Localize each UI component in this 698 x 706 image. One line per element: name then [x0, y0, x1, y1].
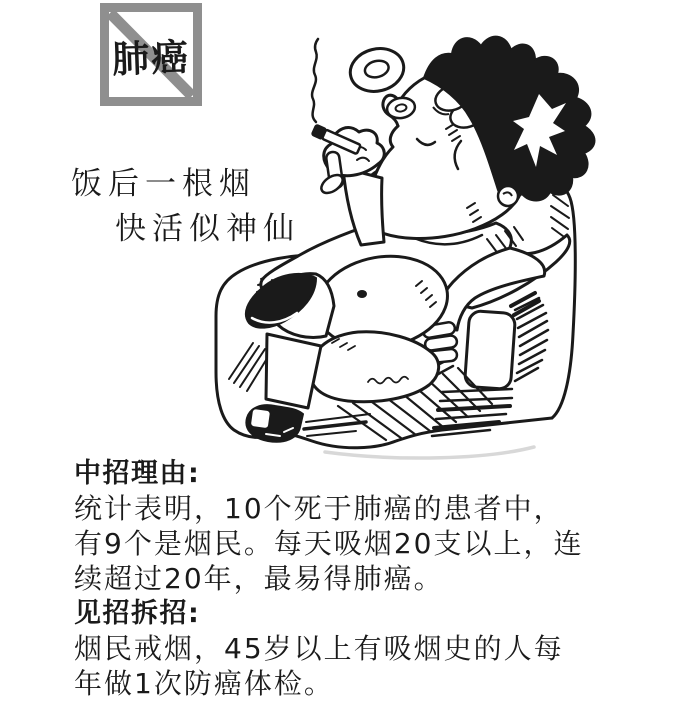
smoking-man-illustration — [120, 10, 690, 460]
reason-line-1: 统计表明，10个死于肺癌的患者中， — [74, 492, 564, 525]
reason-line-3: 续超过20年，最易得肺癌。 — [74, 562, 444, 595]
slogan-line-1: 饭后一根烟 — [71, 166, 256, 202]
reason-line-2: 有9个是烟民。每天吸烟20支以上，连 — [74, 527, 584, 560]
seat-cushion — [464, 310, 515, 389]
solution-line-2: 年做1次防癌体检。 — [74, 667, 334, 700]
smoke-rings — [346, 43, 417, 120]
navel — [357, 290, 367, 298]
ear — [498, 186, 518, 206]
solution-line-1: 烟民戒烟，45岁以上有吸烟史的人每 — [74, 632, 564, 665]
slogan-line-2: 快活似神仙 — [115, 211, 300, 247]
solution-heading: 见招拆招: — [74, 598, 201, 629]
thumb — [318, 171, 346, 196]
boot-cuff — [250, 408, 271, 429]
smoke-trail — [312, 39, 318, 122]
reason-heading: 中招理由: — [74, 458, 201, 489]
info-text — [74, 456, 690, 701]
stamp-label: 肺癌 — [111, 35, 191, 81]
